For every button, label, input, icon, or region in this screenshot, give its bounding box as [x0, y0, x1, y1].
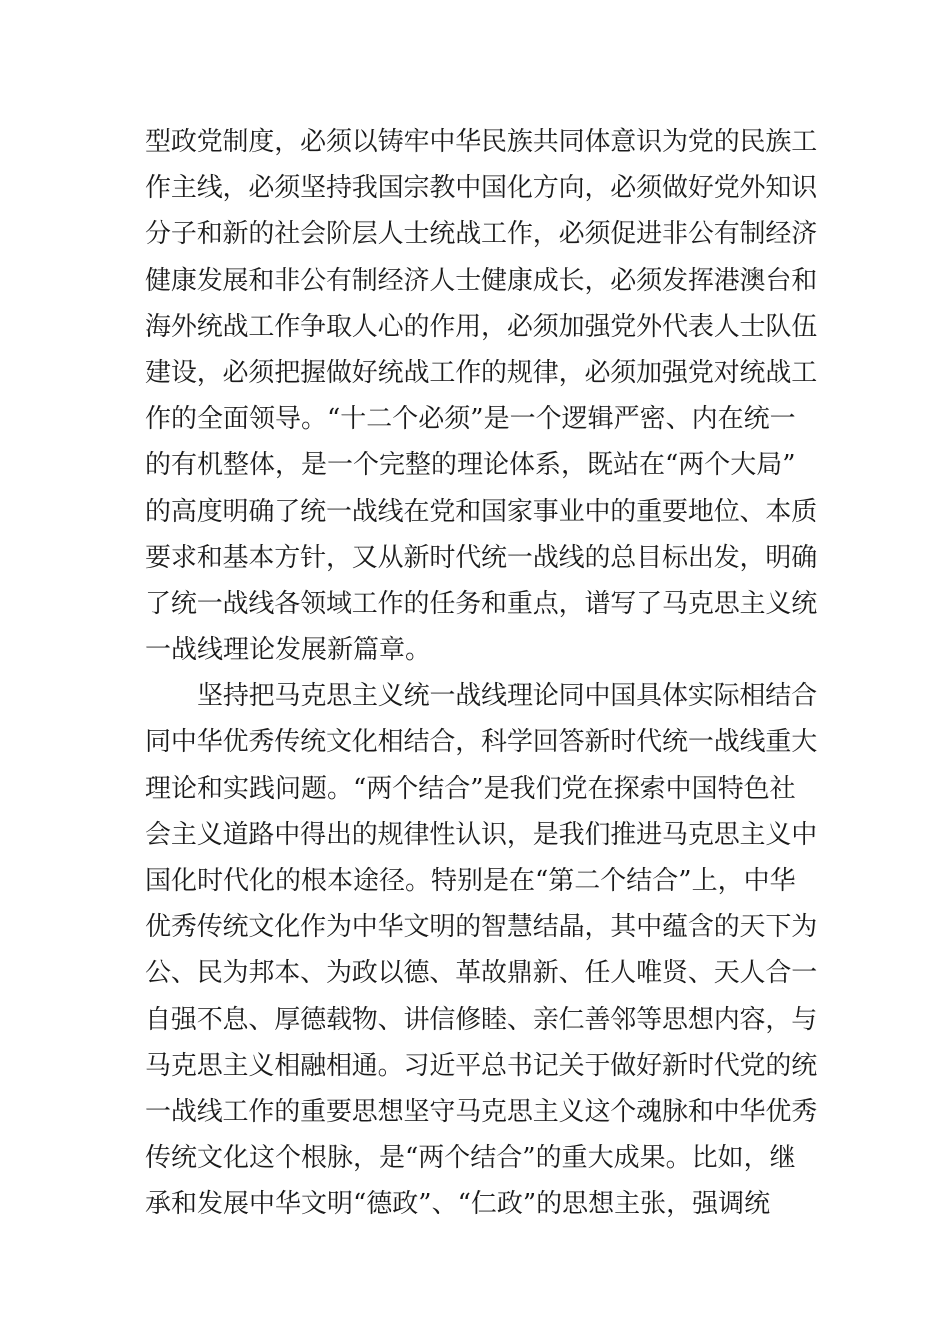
text-line: 建设，必须把握做好统战工作的规律，必须加强党对统战工	[145, 357, 818, 388]
text-line: 一战线工作的重要思想坚守马克思主义这个魂脉和中华优秀	[145, 1096, 818, 1127]
text-line: 同中华优秀传统文化相结合，科学回答新时代统一战线重大	[145, 727, 818, 758]
text-line: 承和发展中华文明“德政”、“仁政”的思想主张，强调统	[145, 1189, 771, 1220]
text-line: 国化时代化的根本途径。特别是在“第二个结合”上，中华	[145, 866, 796, 896]
text-line: 会主义道路中得出的规律性认识，是我们推进马克思主义中	[145, 819, 818, 850]
text-line: 理论和实践问题。“两个结合”是我们党在探索中国特色社	[145, 773, 796, 804]
text-line: 海外统战工作争取人心的作用，必须加强党外代表人士队伍	[145, 311, 818, 342]
text-line: 自强不息、厚德载物、讲信修睦、亲仁善邻等思想内容，与	[145, 1004, 818, 1035]
text-line: 型政党制度，必须以铸牢中华民族共同体意识为党的民族工	[145, 127, 818, 157]
text-line: 作主线，必须坚持我国宗教中国化方向，必须做好党外知识	[145, 173, 818, 204]
text-line: 要求和基本方针，又从新时代统一战线的总目标出发，明确	[145, 542, 818, 573]
text-line: 了统一战线各领域工作的任务和重点，谱写了马克思主义统	[145, 588, 818, 619]
text-line: 传统文化这个根脉，是“两个结合”的重大成果。比如，继	[145, 1143, 796, 1174]
text-line: 马克思主义相融相通。习近平总书记关于做好新时代党的统	[145, 1050, 818, 1081]
text-line: 的高度明确了统一战线在党和国家事业中的重要地位、本质	[145, 496, 818, 527]
text-line: 的有机整体，是一个完整的理论体系，既站在“两个大局”	[145, 450, 796, 481]
text-line: 公、民为邦本、为政以德、革故鼎新、任人唯贤、天人合一	[145, 958, 818, 989]
paragraph-first-line: 坚持把马克思主义统一战线理论同中国具体实际相结合	[197, 681, 817, 712]
text-line: 健康发展和非公有制经济人士健康成长，必须发挥港澳台和	[145, 265, 818, 296]
text-line: 分子和新的社会阶层人士统战工作，必须促进非公有制经济	[145, 219, 818, 250]
text-line: 作的全面领导。“十二个必须”是一个逻辑严密、内在统一	[145, 404, 796, 435]
text-line: 一战线理论发展新篇章。	[145, 635, 432, 666]
text-line: 优秀传统文化作为中华文明的智慧结晶，其中蕴含的天下为	[145, 912, 818, 943]
body-text	[145, 119, 818, 1228]
